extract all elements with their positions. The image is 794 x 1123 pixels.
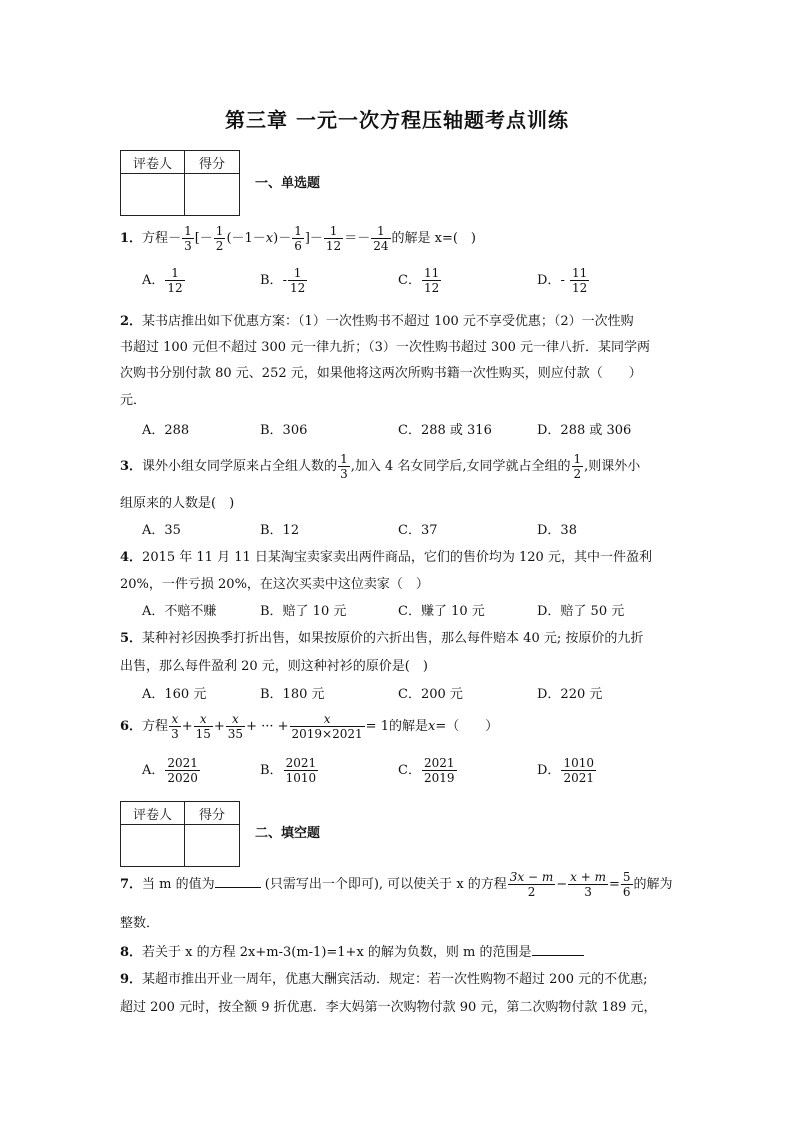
question-5-line-2: 出售，那么每件盈利 20 元，则这种衬衫的原价是( ) bbox=[120, 659, 428, 674]
option-d[interactable]: D．赔了 50 元 bbox=[537, 604, 625, 619]
score-table bbox=[120, 801, 240, 867]
option-d[interactable]: D．220 元 bbox=[537, 687, 603, 702]
option-b[interactable]: B．306 bbox=[260, 423, 308, 438]
option-a[interactable]: A．不赔不赚 bbox=[142, 604, 217, 619]
question-2-line-1: 2．某书店推出如下优惠方案：（1）一次性购书不超过 100 元不享受优惠；（2）一次性购 bbox=[120, 314, 634, 329]
question-9-line-1: 9．某超市推出开业一周年，优惠大酬宾活动．规定：若一次性购物不超过 200 元的不优惠; bbox=[120, 972, 648, 987]
page-title: 第三章 一元一次方程压轴题考点训练 bbox=[225, 108, 569, 132]
option-b[interactable]: B． $\frac{2021}{1010}$ bbox=[260, 756, 317, 785]
answer-blank[interactable] bbox=[532, 945, 584, 956]
score-table bbox=[120, 150, 240, 216]
option-a[interactable]: A． $\frac{2021}{2020}$ bbox=[142, 756, 198, 785]
question-9-line-2: 超过 200 元时，按全额 9 折优惠．李大妈第一次购物付款 90 元，第二次购物付款 189 元， bbox=[120, 1000, 657, 1015]
option-d[interactable]: D．288 或 306 bbox=[537, 423, 632, 438]
section-heading-fill-in: 二、填空题 bbox=[255, 826, 321, 841]
option-a[interactable]: A． $\frac{1}{12}$ bbox=[142, 266, 183, 295]
question-2-line-3: 次购书分别付款 80 元、252 元，如果他将这两次所购书籍一次性购买，则应付款（ ） bbox=[120, 366, 642, 381]
option-a[interactable]: A．160 元 bbox=[142, 687, 207, 702]
option-c[interactable]: C．288 或 316 bbox=[398, 423, 492, 438]
question-2-line-2: 书超过 100 元但不超过 300 元一律九折；（3）一次性购书超过 300 元一律八折．某同学两 bbox=[120, 340, 651, 355]
question-7-line-2: 整数． bbox=[120, 916, 160, 931]
section-heading-single-choice: 一、单选题 bbox=[255, 176, 321, 191]
option-b[interactable]: B．180 元 bbox=[260, 687, 325, 702]
question-4-line-2: 20%，一件亏损 20%，在这次买卖中这位卖家（ ） bbox=[120, 577, 429, 592]
option-d[interactable]: D．- $\frac{11}{12}$ bbox=[537, 266, 588, 295]
score-table-header-grader: 评卷人 bbox=[132, 157, 172, 172]
question-5-line-1: 5．某种衬衫因换季打折出售，如果按原价的六折出售，那么每件赔本 40 元; 按原价的九折 bbox=[120, 631, 644, 646]
option-a[interactable]: A．288 bbox=[142, 423, 190, 438]
option-b[interactable]: B．赔了 10 元 bbox=[260, 604, 347, 619]
option-d[interactable]: D．38 bbox=[537, 523, 577, 538]
score-table-header-score: 得分 bbox=[198, 157, 225, 172]
option-d[interactable]: D． $\frac{1010}{2021}$ bbox=[537, 756, 594, 785]
answer-blank[interactable] bbox=[215, 877, 261, 888]
score-table-header-score: 得分 bbox=[198, 808, 225, 823]
option-c[interactable]: C．37 bbox=[398, 523, 438, 538]
question-4-line-1: 4．2015 年 11 月 11 日某淘宝卖家卖出两件商品，它们的售价均为 120 元，其中一件盈利 bbox=[120, 550, 652, 565]
question-2-line-4: 元． bbox=[120, 393, 147, 408]
option-b[interactable]: B．12 bbox=[260, 523, 300, 538]
question-6: 6．方程 $\frac{x}{3}$ + $\frac{x}{15}$ + $\frac{x}{35}$ + ··· + $\frac{x}{2019\times 2021}$ = 1的解是x=（ ） bbox=[120, 712, 499, 741]
option-a[interactable]: A．35 bbox=[142, 523, 181, 538]
option-c[interactable]: C．赚了 10 元 bbox=[398, 604, 485, 619]
question-8: 8．若关于 x 的方程 2x+m-3(m-1)=1+x 的解为负数，则 m 的范围是 bbox=[120, 941, 584, 960]
option-c[interactable]: C．200 元 bbox=[398, 687, 463, 702]
option-c[interactable]: C． $\frac{11}{12}$ bbox=[398, 266, 440, 295]
question-1: 1．方程－ $\frac{1}{3}$ [－ $\frac{1}{2}$ (－1－x)－ $\frac{1}{6}$ ]－ $\frac{1}{12}$ ＝－ $\frac{1}{24}$ 的解是 x=( ) bbox=[120, 224, 477, 253]
question-3-line-1: 3．课外小组女同学原来占全组人数的 $\frac{1}{3}$ ,加入 4 名女同学后,女同学就占全组的 $\frac{1}{2}$ ,则课外小 bbox=[120, 452, 641, 481]
question-7-line-1: 7．当 m 的值为 (只需写出一个即可), 可以使关于 x 的方程 $\frac{3x - m}{2}$ − $\frac{x + m}{3}$ = $\frac{5}{6}$ 的解为 bbox=[120, 870, 673, 899]
option-c[interactable]: C． $\frac{2021}{2019}$ bbox=[398, 756, 455, 785]
option-b[interactable]: B．- $\frac{1}{12}$ bbox=[260, 266, 306, 295]
question-3-line-2: 组原来的人数是( ) bbox=[120, 496, 235, 511]
score-table-header-grader: 评卷人 bbox=[132, 808, 172, 823]
